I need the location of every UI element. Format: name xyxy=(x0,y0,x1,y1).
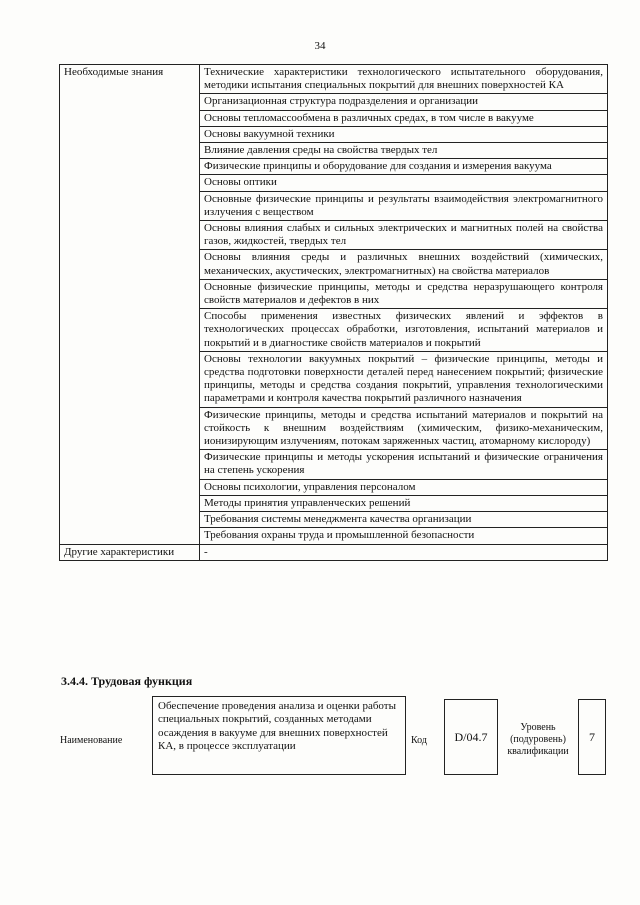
row-label: Другие характеристики xyxy=(60,544,200,560)
table-cell: Основы вакуумной техники xyxy=(200,126,608,142)
table-cell: Требования системы менеджмента качества организации xyxy=(200,512,608,528)
table-cell: Основы влияния слабых и сильных электрических и магнитных полей на свойства газов, жидкостей, твердых тел xyxy=(200,221,608,250)
code-label: Код xyxy=(411,735,427,746)
function-name-box: Обеспечение проведения анализа и оценки работы специальных покрытий, созданных методами осаждения в вакууме для внешних поверхностей КА, в процессе эксплуатации xyxy=(152,696,406,775)
section-heading: 3.4.4. Трудовая функция xyxy=(61,674,193,688)
table-cell: Основы оптики xyxy=(200,175,608,191)
table-cell: Физические принципы, методы и средства испытаний материалов и покрытий на стойкость к внешним воздействиям (химическим, физико-механическим, ионизирующим излучениям, потокам заряженных частиц, атомарному кислороду) xyxy=(200,407,608,450)
table-cell: Основы тепломассообмена в различных средах, в том числе в вакууме xyxy=(200,110,608,126)
code-value: D/04.7 xyxy=(454,729,488,744)
name-label: Наименование xyxy=(60,735,123,746)
table-row xyxy=(60,65,608,94)
table-cell: Основные физические принципы, методы и средства неразрушающего контроля свойств материалов и дефектов в них xyxy=(200,279,608,308)
code-box xyxy=(444,699,498,775)
table-cell: Организационная структура подразделения и организации xyxy=(200,94,608,110)
table-cell: Основные физические принципы и результаты взаимодействия электромагнитного излучения с веществом xyxy=(200,191,608,220)
table-body xyxy=(60,65,608,561)
table-cell: Методы принятия управленческих решений xyxy=(200,495,608,511)
table-cell: Основы технологии вакуумных покрытий – физические принципы, методы и средства подготовки поверхности деталей перед нанесением покрытий; физические принципы, методы и средства создания покрытий, управления технологическими параметрами и контроля качества покрытий различного назначения xyxy=(200,351,608,407)
table-cell: Физические принципы и методы ускорения испытаний и физические ограничения на степень ускорения xyxy=(200,450,608,479)
table-cell: Основы влияния среды и различных внешних воздействий (химических, механических, акустических, электромагнитных) на свойства материалов xyxy=(200,250,608,279)
table-row xyxy=(60,544,608,560)
table-cell: Влияние давления среды на свойства твердых тел xyxy=(200,143,608,159)
level-value: 7 xyxy=(589,729,595,744)
page-number: 34 xyxy=(314,40,326,52)
table-cell: Основы психологии, управления персоналом xyxy=(200,479,608,495)
knowledge-table xyxy=(59,64,608,561)
table-cell: Способы применения известных физических явлений и эффектов в технологических процессах обработки, изготовления, испытаний материалов и покрытий и в диагностике свойств материалов и покрытий xyxy=(200,309,608,352)
table-cell: - xyxy=(200,544,608,560)
level-label: Уровень (подуровень) квалификации xyxy=(507,722,569,757)
table-cell: Физические принципы и оборудование для создания и измерения вакуума xyxy=(200,159,608,175)
row-label: Необходимые знания xyxy=(60,65,200,545)
table-cell: Требования охраны труда и промышленной безопасности xyxy=(200,528,608,544)
level-box xyxy=(578,699,606,775)
table-cell: Технические характеристики технологического испытательного оборудования, методики испытания специальных покрытий для внешних поверхностей КА xyxy=(200,65,608,94)
